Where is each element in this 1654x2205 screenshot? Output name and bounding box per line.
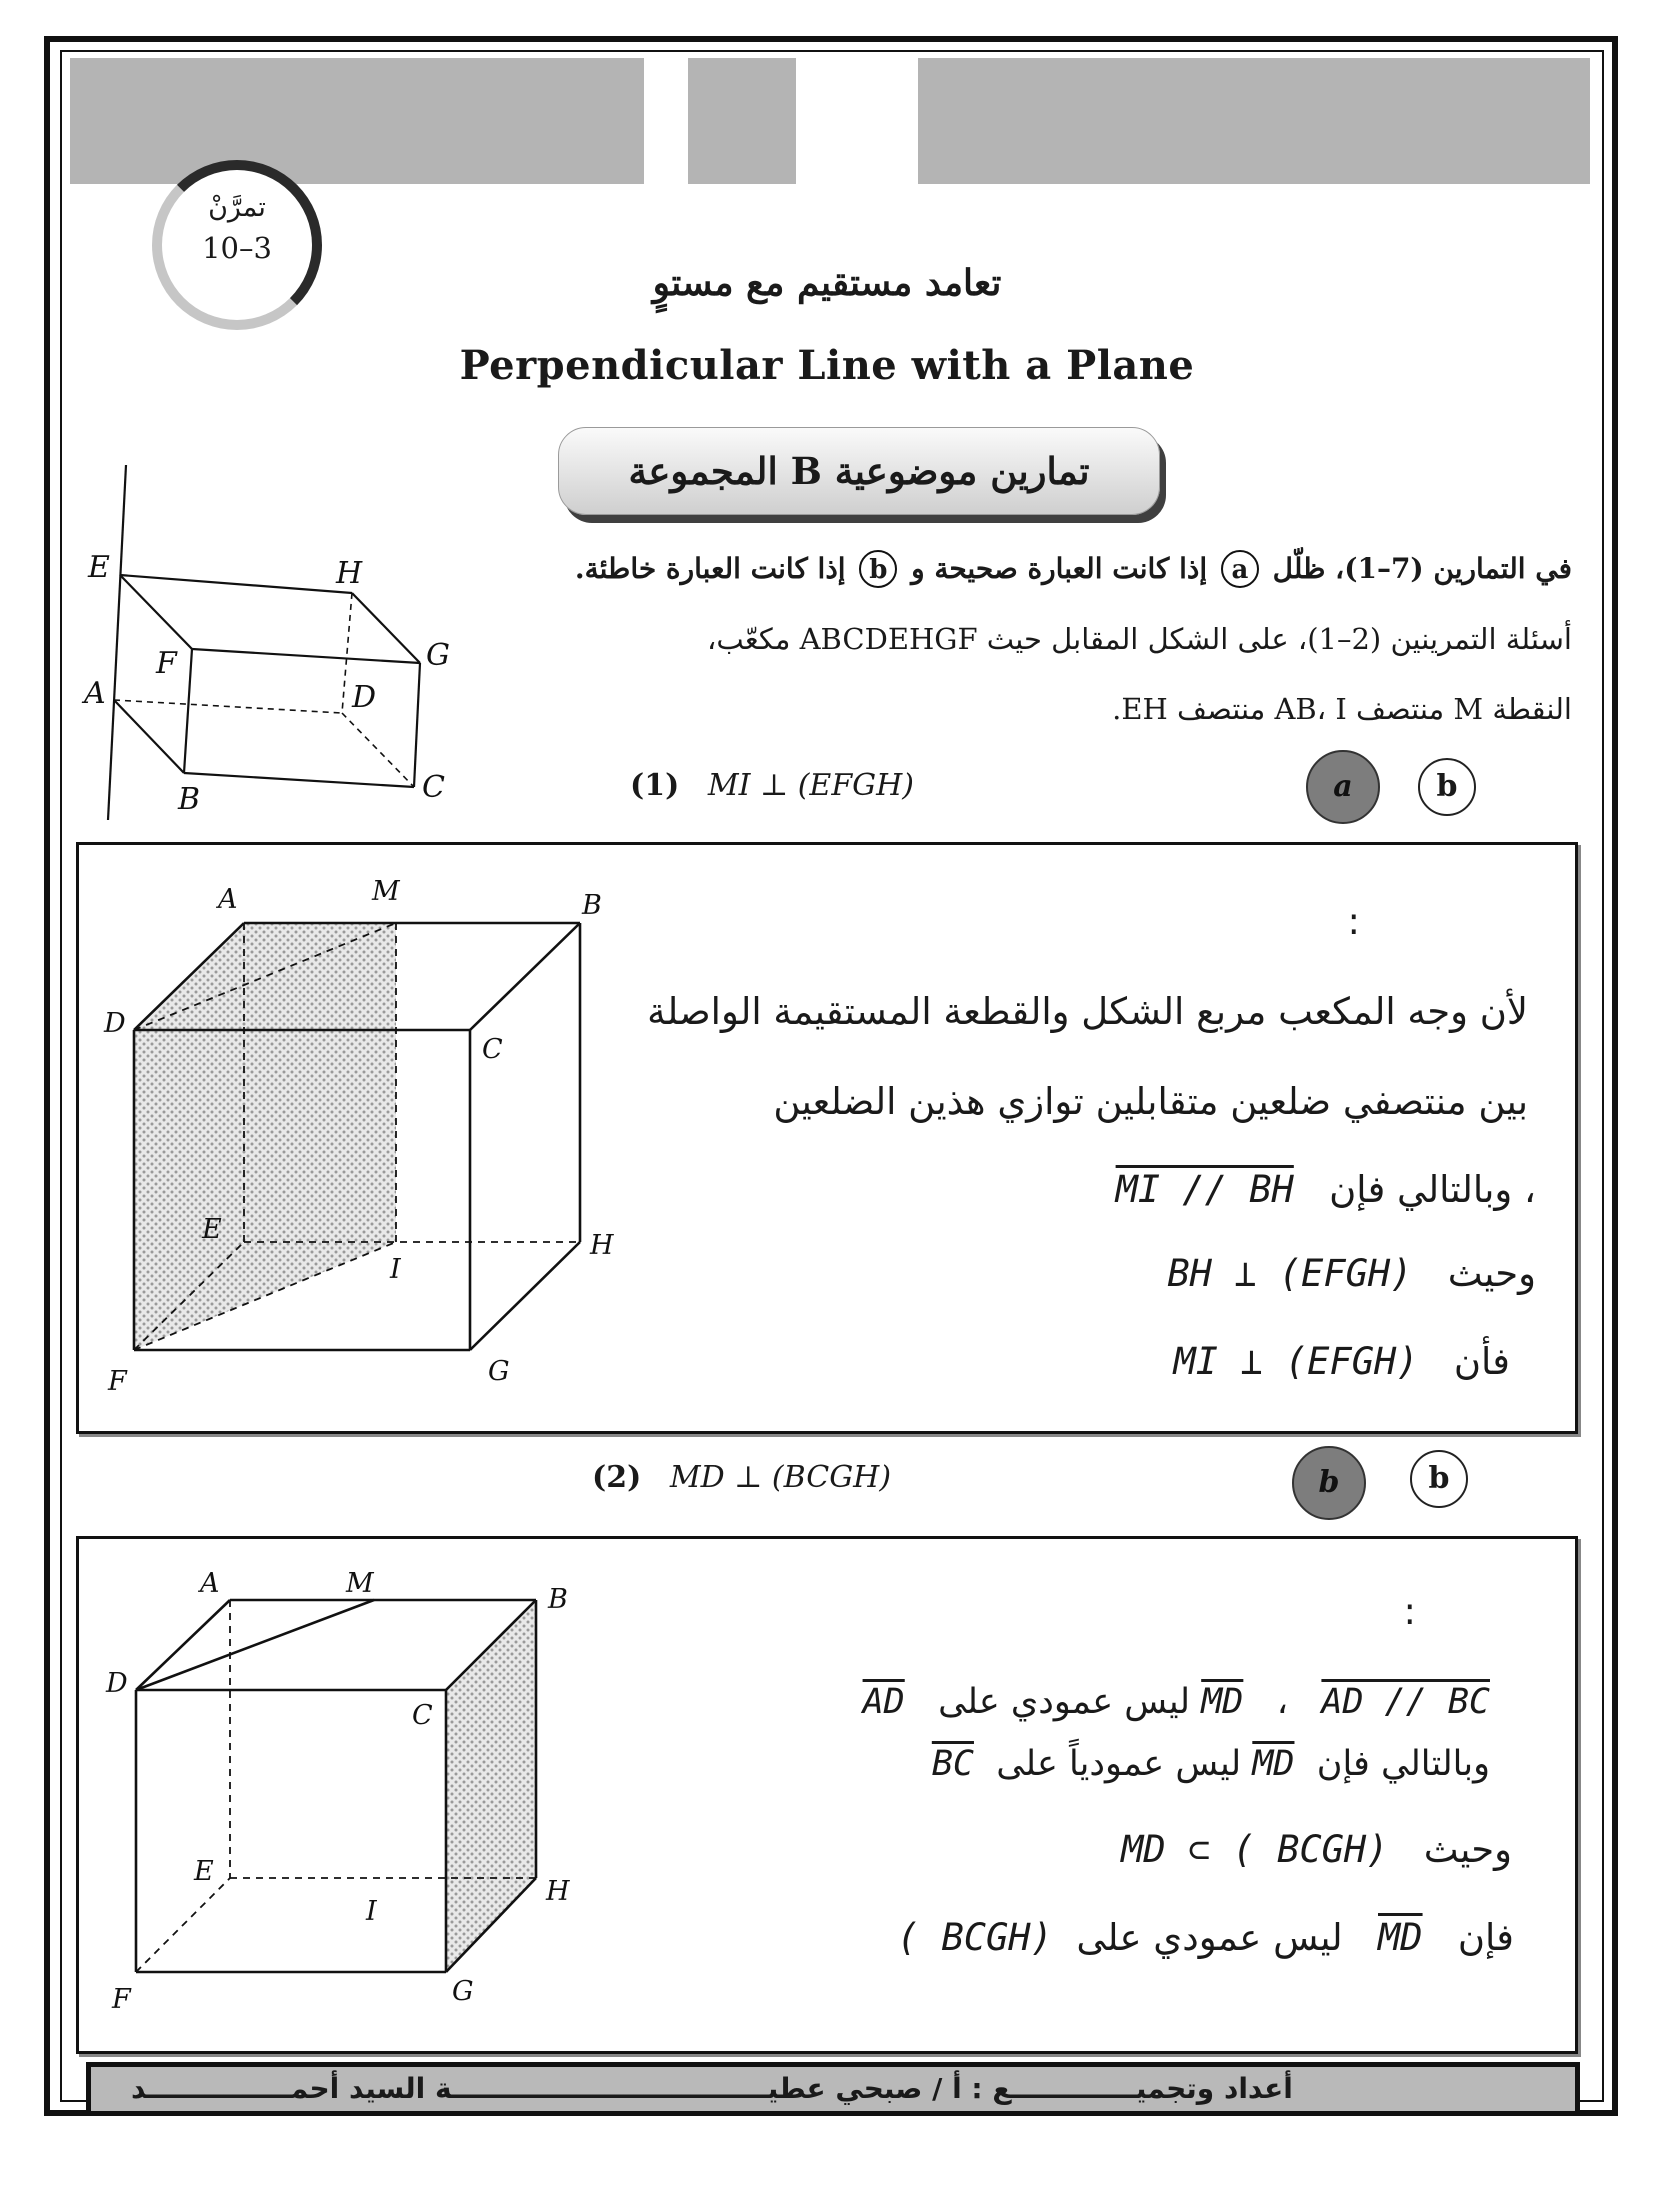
header-bar-middle [688,58,796,184]
a2-label-C: C [412,1700,433,1731]
a1-label-I: I [390,1254,401,1285]
instruction-part2: إذا كانت العبارة صحيحة و [911,552,1208,585]
q2-number: (2) [592,1460,642,1495]
label-G: G [426,638,450,673]
answer1-line5 [900,1340,1510,1383]
footer-credit: أعداد وتجميـــــــــــــع : أ / صبحي عطيـــــــــــــــــــــــــــــــــة السيد أحمـــــــــــــــد [86,2062,1580,2116]
edge-eh [120,575,352,593]
a2-label-B: B [548,1584,568,1615]
answer1-line4-text: وحيث [1447,1252,1536,1295]
answer2-line4-text-b: ليس عمودي على [1076,1916,1343,1959]
answer1-cube-figure [90,870,650,1410]
label-B: B [178,782,201,817]
vertical-line [108,465,126,820]
answer1-colon: : [1347,900,1360,943]
lesson-title-arabic: تعامد مستقيم مع مستوٍ [652,262,1002,304]
a1-label-F: F [108,1366,127,1397]
badge-number: 10–3 [202,231,272,265]
lesson-title-english: Perpendicular Line with a Plane [459,342,1195,389]
label-H: H [336,556,363,591]
answer1-line4 [900,1252,1536,1295]
answer2-line4-text-a: فإن [1457,1916,1514,1959]
label-D: D [352,680,377,715]
shaded-face-bcgh [446,1600,536,1972]
group-title: المجموعة B تمارين موضوعية [558,427,1160,515]
q2-choice-shaded[interactable]: b [1292,1446,1366,1520]
exercise-badge [152,160,322,330]
edge-ab [114,700,184,773]
a1-label-G: G [488,1356,510,1387]
question-1 [630,768,914,803]
q1-statement: MI ⊥ (EFGH) [707,768,914,803]
answer2-colon: : [1403,1590,1416,1633]
edge-hg [352,593,420,663]
answer2-line2-math-a: $\overline{MD}$ [1252,1744,1295,1784]
a2-label-E: E [194,1856,214,1887]
question-2 [592,1460,891,1495]
answer1-line5-text: فأن [1453,1340,1510,1383]
answer2-line3-text: وحيث [1423,1828,1512,1871]
a1-label-E: E [202,1214,222,1245]
label-A: A [84,676,106,711]
choice-a-circle: a [1221,550,1259,588]
edge-bc [184,773,414,787]
a1-label-D: D [104,1008,126,1039]
answer2-line1-sep: ، [1276,1682,1289,1722]
a1-label-M: M [372,876,400,907]
q1-number: (1) [630,768,680,803]
answer2-line1-math-b: $\overline{MD}$ [1201,1682,1244,1722]
answer2-line1-text: ليس عمودي على [938,1682,1191,1722]
answer1-line3 [900,1168,1536,1211]
a2-label-G: G [452,1976,474,2007]
answer2-line4-math-b: ( BCGH) [896,1916,1053,1959]
instruction-part1: في التمارين (7–1)، ظلّل [1272,552,1572,585]
answer2-line2-text-a: وبالتالي فإن [1316,1744,1490,1784]
q1-choice-a-shaded[interactable]: a [1306,750,1380,824]
a1-label-A: A [218,884,238,915]
label-C: C [422,770,445,805]
top-cube-figure [80,455,500,825]
q2-choice-b[interactable]: b [1410,1450,1468,1508]
answer2-line3-math: MD ⊂ ( BCGH) [1121,1828,1389,1871]
label-E: E [88,550,110,585]
a1-label-B: B [582,890,602,921]
a1-label-C: C [482,1034,503,1065]
edge-gc [414,663,420,787]
answer2-cube-figure [90,1560,610,2040]
answer1-line3-math: MI // BH [1115,1168,1294,1211]
q2-statement: MD ⊥ (BCGH) [669,1460,892,1495]
answer2-line2-math-b: $\overline{BC}$ [931,1744,974,1784]
answer1-line4-math: BH ⊥ (EFGH) [1167,1252,1413,1295]
edge-ef [120,575,192,649]
answer2-line2 [640,1744,1490,1784]
a2-label-H: H [546,1876,570,1907]
instructions [522,550,1572,588]
answer1-line5-math: MI ⊥ (EFGH) [1173,1340,1419,1383]
a2-label-F: F [112,1984,131,2015]
answer1-line2: بين منتصفي ضلعين متقابلين توازي هذين الضلعين [773,1080,1528,1123]
header-bar-right [918,58,1590,184]
instruction-part3: إذا كانت العبارة خاطئة. [574,552,846,585]
shaded-plane [134,923,396,1350]
q1-choice-b[interactable]: b [1418,758,1476,816]
answer2-line2-text-b: ليس عمودياً على [996,1744,1242,1784]
a2-label-I: I [366,1896,377,1927]
a1-label-H: H [590,1230,614,1261]
answer2-line1-math-c: $\overline{AD}$ [862,1682,905,1722]
choice-b-circle: b [859,550,897,588]
answer2-line4 [700,1916,1514,1959]
answer2-line3 [900,1828,1512,1871]
edge-fb [184,649,192,773]
answer2-line1-math-a: AD // BC [1321,1682,1490,1722]
header-bar-left [70,58,644,184]
context-line-1: أسئلة التمرينين (2–1)، على الشكل المقابل حيث ABCDEHGF مكعّب، [707,622,1572,656]
edge-fg [192,649,420,663]
a2-label-D: D [106,1668,128,1699]
a2-label-M: M [346,1568,374,1599]
answer1-line3-text: ، وبالتالي فإن [1329,1168,1536,1211]
context-line-2: النقطة M منتصف AB، I منتصف EH. [1112,692,1572,726]
answer2-line1 [640,1682,1490,1722]
a2-label-A: A [200,1568,220,1599]
answer2-line4-math-a: $\overline{MD}$ [1378,1916,1423,1959]
badge-label: تمرَّنْ [208,192,266,223]
label-F: F [156,646,177,681]
answer1-line1: لأن وجه المكعب مربع الشكل والقطعة المستقيمة الواصلة [647,990,1528,1033]
